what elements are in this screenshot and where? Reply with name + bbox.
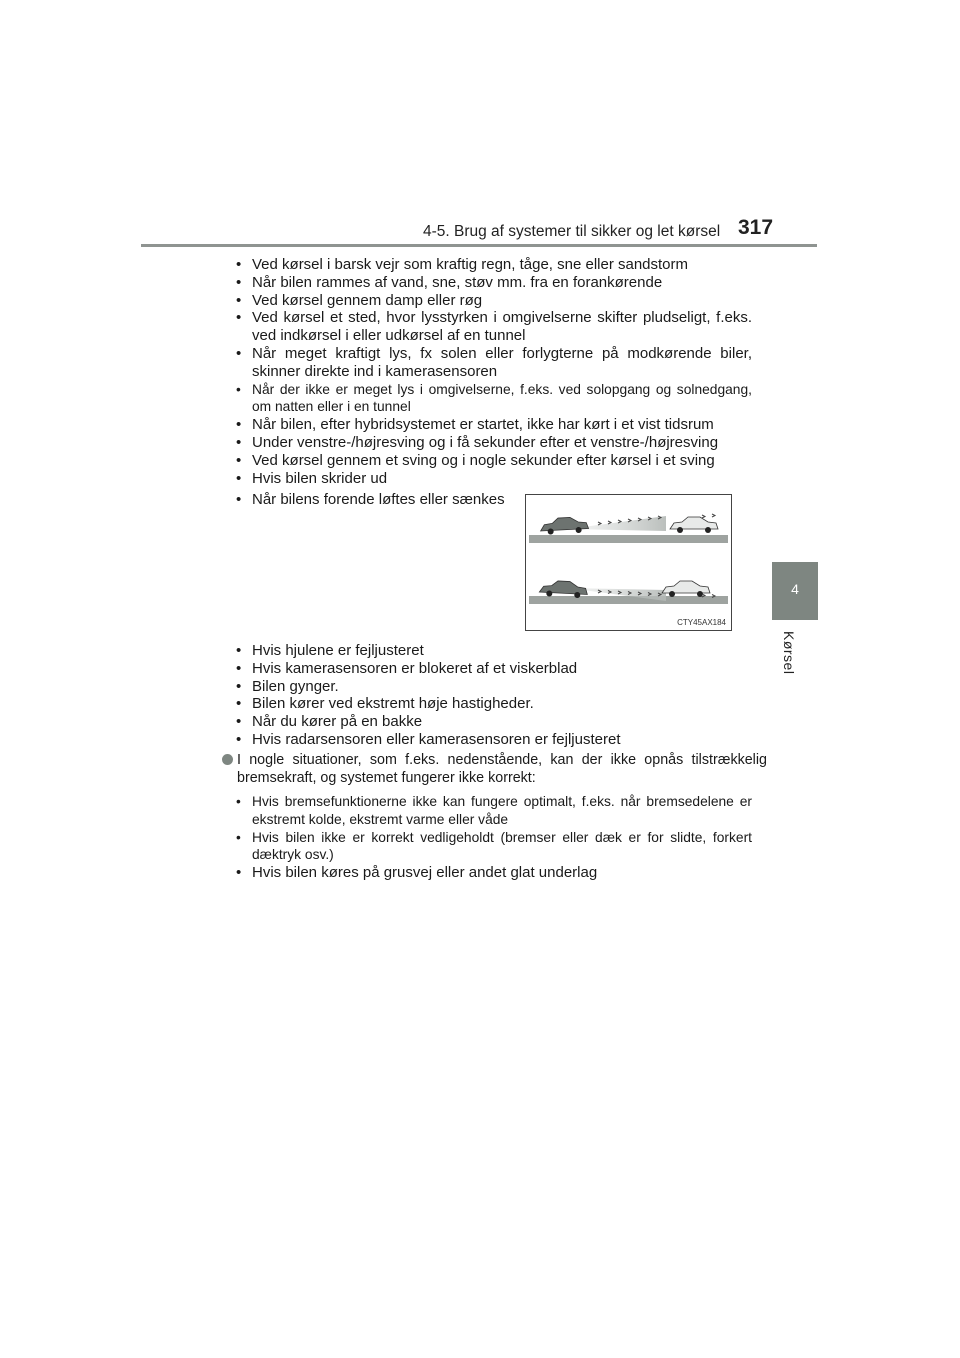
conditions-list-sensor (236, 642, 752, 749)
illustration-radar-tilt (525, 494, 732, 631)
chapter-label: Kørsel (781, 631, 797, 675)
page-header (0, 0, 960, 250)
conditions-list-front-lift (236, 491, 506, 509)
list-item: • Når bilen rammes af vand, sne, støv mm. fra en forankørende (236, 274, 752, 292)
list-item: • Når bilens forende løftes eller sænkes (236, 491, 506, 509)
list-item: • Bilen gynger. (236, 678, 752, 696)
chapter-tab (772, 562, 818, 620)
car-tilted-icon (540, 516, 589, 534)
list-item: • Hvis bilen køres på grusvej eller andet glat underlag (236, 864, 752, 882)
list-item: • Bilen kører ved ekstremt høje hastigheder. (236, 695, 752, 713)
header-divider (141, 244, 817, 247)
list-item: • Hvis bilen ikke er korrekt vedligeholdt (bremser eller dæk er for slidte, forkert dæktryk osv.) (236, 829, 752, 865)
conditions-list-braking (236, 793, 752, 882)
list-item: • Når bilen, efter hybridsystemet er startet, ikke har kørt i et vist tidsrum (236, 416, 752, 434)
figure-code: CTY45AX184 (677, 618, 726, 627)
list-item: • Ved kørsel gennem et sving og i nogle sekunder efter kørsel i et sving (236, 452, 752, 470)
list-item: • Under venstre-/højresving og i få sekunder efter et venstre-/højresving (236, 434, 752, 452)
section-title: 4-5. Brug af systemer til sikker og let kørsel (423, 223, 721, 240)
road-bottom (529, 596, 728, 604)
list-item: • Når du kører på en bakke (236, 713, 752, 731)
list-item: • Ved kørsel i barsk vejr som kraftig regn, tåge, sne eller sandstorm (236, 256, 752, 274)
car-level-icon (670, 517, 718, 533)
car-tilted-icon (539, 580, 588, 598)
road-top (529, 535, 728, 543)
list-item: • Hvis radarsensoren eller kamerasensoren er fejljusteret (236, 731, 752, 749)
list-item: • Hvis bremsefunktionerne ikke kan fungere optimalt, f.eks. når bremsedelene er ekstremt kolde, ekstremt varme eller våde (236, 793, 752, 829)
list-item: • Hvis bilen skrider ud (236, 470, 752, 488)
list-item: • Når der ikke er meget lys i omgivelserne, f.eks. ved solopgang og solnedgang, om natten eller i en tunnel (236, 381, 752, 417)
list-item: • Hvis kamerasensoren er blokeret af et viskerblad (236, 660, 752, 678)
list-item: • Ved kørsel gennem damp eller røg (236, 292, 752, 310)
braking-note-text: I nogle situationer, som f.eks. nedenstående, kan der ikke opnås tilstrækkelig bremsekraft, og systemet fungerer ikke korrekt: (237, 752, 767, 786)
braking-note (222, 751, 767, 787)
page-number: 317 (738, 216, 774, 239)
chapter-number: 4 (791, 581, 799, 597)
conditions-list-weather (236, 256, 752, 487)
list-item: • Ved kørsel et sted, hvor lysstyrken i omgivelserne skifter pludseligt, f.eks. ved indkørsel i eller udkørsel af en tunnel (236, 309, 752, 345)
circle-bullet-icon (222, 754, 233, 765)
list-item: • Hvis hjulene er fejljusteret (236, 642, 752, 660)
list-item: • Når meget kraftigt lys, fx solen eller forlygterne på modkørende biler, skinner direkte ind i kamerasensoren (236, 345, 752, 381)
illustration-drawing (526, 495, 731, 630)
